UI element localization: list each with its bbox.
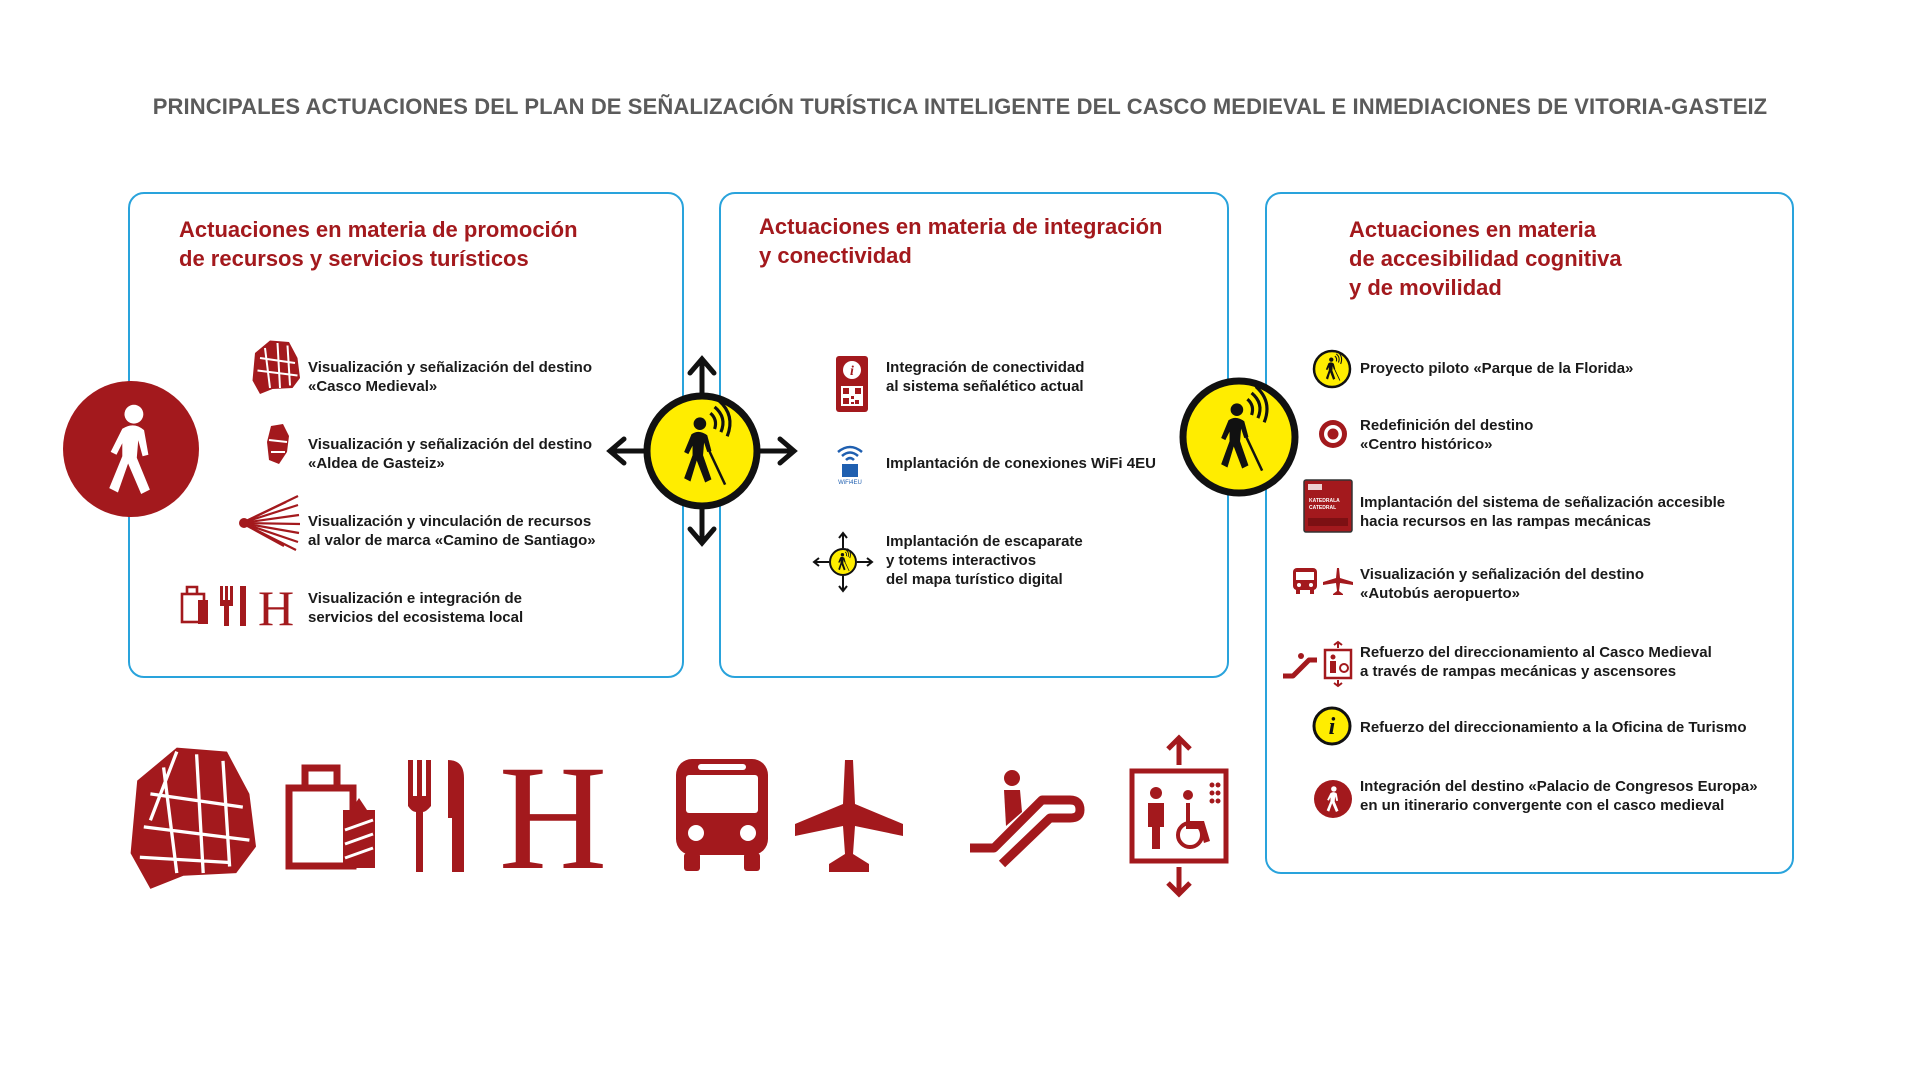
hotel-letter: H (498, 735, 608, 901)
fork-knife-icon (406, 758, 470, 874)
list-item (1360, 565, 1644, 603)
escalator-icon (962, 768, 1086, 864)
heading-line: Actuaciones en materia de promoción (179, 217, 578, 242)
list-item (1360, 359, 1633, 378)
item-line: del mapa turístico digital (886, 571, 1063, 588)
elevator-icon (1128, 735, 1230, 897)
list-item (886, 454, 1156, 473)
item-line: servicios del ecosistema local (308, 609, 524, 626)
accessible-sign-panel-icon (1304, 480, 1352, 532)
item-line: al valor de marca «Camino de Santiago» (308, 532, 596, 549)
accessible-walker-icon (1312, 349, 1352, 389)
list-item (308, 512, 596, 550)
item-line: «Centro histórico» (1360, 436, 1493, 453)
item-line: al sistema señalético actual (886, 378, 1084, 395)
item-line: Redefinición del destino (1360, 417, 1534, 434)
pedestrian-circle-icon (62, 380, 200, 518)
sign-text: CATEDRAL (1309, 505, 1337, 511)
item-line: Integración del destino «Palacio de Congresos Europa» (1360, 778, 1758, 795)
list-item (1360, 493, 1725, 531)
item-line: Visualización y señalización del destino (308, 436, 592, 453)
list-item (308, 589, 523, 627)
item-line: «Aldea de Gasteiz» (308, 455, 445, 472)
item-line: Visualización y vinculación de recursos (308, 513, 592, 530)
accessibility-panel (1265, 192, 1794, 874)
list-item (1360, 777, 1758, 815)
item-line: «Autobús aeropuerto» (1360, 585, 1521, 602)
svg-text:i: i (1328, 714, 1336, 740)
sign-text: KATEDRALA (1309, 498, 1340, 504)
item-line: hacia recursos en las rampas mecánicas (1360, 513, 1652, 530)
accessible-walker-large-icon (1179, 377, 1299, 497)
pedestrian-icon (1313, 779, 1353, 819)
medieval-map-icon (124, 740, 256, 890)
item-line: Visualización e integración de (308, 590, 522, 607)
item-line: en un itinerario convergente con el casco medieval (1360, 797, 1725, 814)
medieval-map-icon (250, 338, 300, 394)
item-line: Implantación de escaparate (886, 533, 1083, 550)
promotion-heading (179, 215, 578, 273)
heading-line: de accesibilidad cognitiva (1349, 246, 1622, 271)
item-line: Implantación del sistema de señalización accesible (1360, 494, 1726, 511)
wifi4eu-icon (835, 442, 865, 486)
list-item (886, 358, 1084, 396)
info-circle-icon (1312, 706, 1352, 746)
item-line: a través de rampas mecánicas y ascensores (1360, 663, 1677, 680)
item-line: Refuerzo del direccionamiento al Casco Medieval (1360, 644, 1712, 661)
heading-line: y de movilidad (1349, 275, 1502, 300)
wifi-label: WiFi4EU (838, 480, 862, 486)
list-item (1360, 416, 1533, 454)
shop-food-hotel-icons (180, 580, 304, 636)
svg-text:i: i (850, 364, 854, 379)
list-item (1360, 718, 1746, 737)
info-qr-sign-icon (836, 356, 868, 412)
airplane-icon (793, 758, 905, 874)
list-item (1360, 643, 1712, 681)
bus-icon (674, 757, 770, 873)
shopping-bag-icon (285, 760, 380, 872)
page-title: PRINCIPALES ACTUACIONES DEL PLAN DE SEÑALIZACIÓN TURÍSTICA INTELIGENTE DEL CASCO MEDIEVAL E INMEDIACIONES DE VITORIA-GASTEIZ (152, 94, 1768, 119)
item-line: Refuerzo del direccionamiento a la Oficina de Turismo (1360, 719, 1747, 736)
heading-line: y conectividad (759, 243, 912, 268)
item-line: y totems interactivos (886, 552, 1037, 569)
interactive-totem-icon (813, 532, 873, 592)
escalator-elevator-icon (1279, 642, 1355, 686)
promotion-panel (128, 192, 684, 678)
wayfinding-compass-icon (606, 355, 798, 547)
hotel-letter: H (258, 580, 295, 636)
item-line: Implantación de conexiones WiFi 4EU (886, 455, 1156, 472)
heading-line: Actuaciones en materia de integración (759, 214, 1163, 239)
item-line: Proyecto piloto «Parque de la Florida» (1360, 360, 1634, 377)
integration-heading (759, 212, 1162, 270)
target-icon (1317, 418, 1349, 450)
item-line: Visualización y señalización del destino (1360, 566, 1644, 583)
list-item (308, 435, 592, 473)
hotel-h-icon (497, 735, 609, 901)
list-item (308, 358, 592, 396)
scallop-shell-icon (236, 494, 300, 552)
item-line: Visualización y señalización del destino (308, 359, 592, 376)
item-line: Integración de conectividad (886, 359, 1085, 376)
bus-plane-icon (1291, 566, 1355, 596)
list-item (886, 532, 1083, 589)
heading-line: de recursos y servicios turísticos (179, 246, 529, 271)
accessibility-heading (1349, 215, 1622, 302)
item-line: «Casco Medieval» (308, 378, 438, 395)
aldea-map-icon (265, 422, 291, 466)
heading-line: Actuaciones en materia (1349, 217, 1596, 242)
